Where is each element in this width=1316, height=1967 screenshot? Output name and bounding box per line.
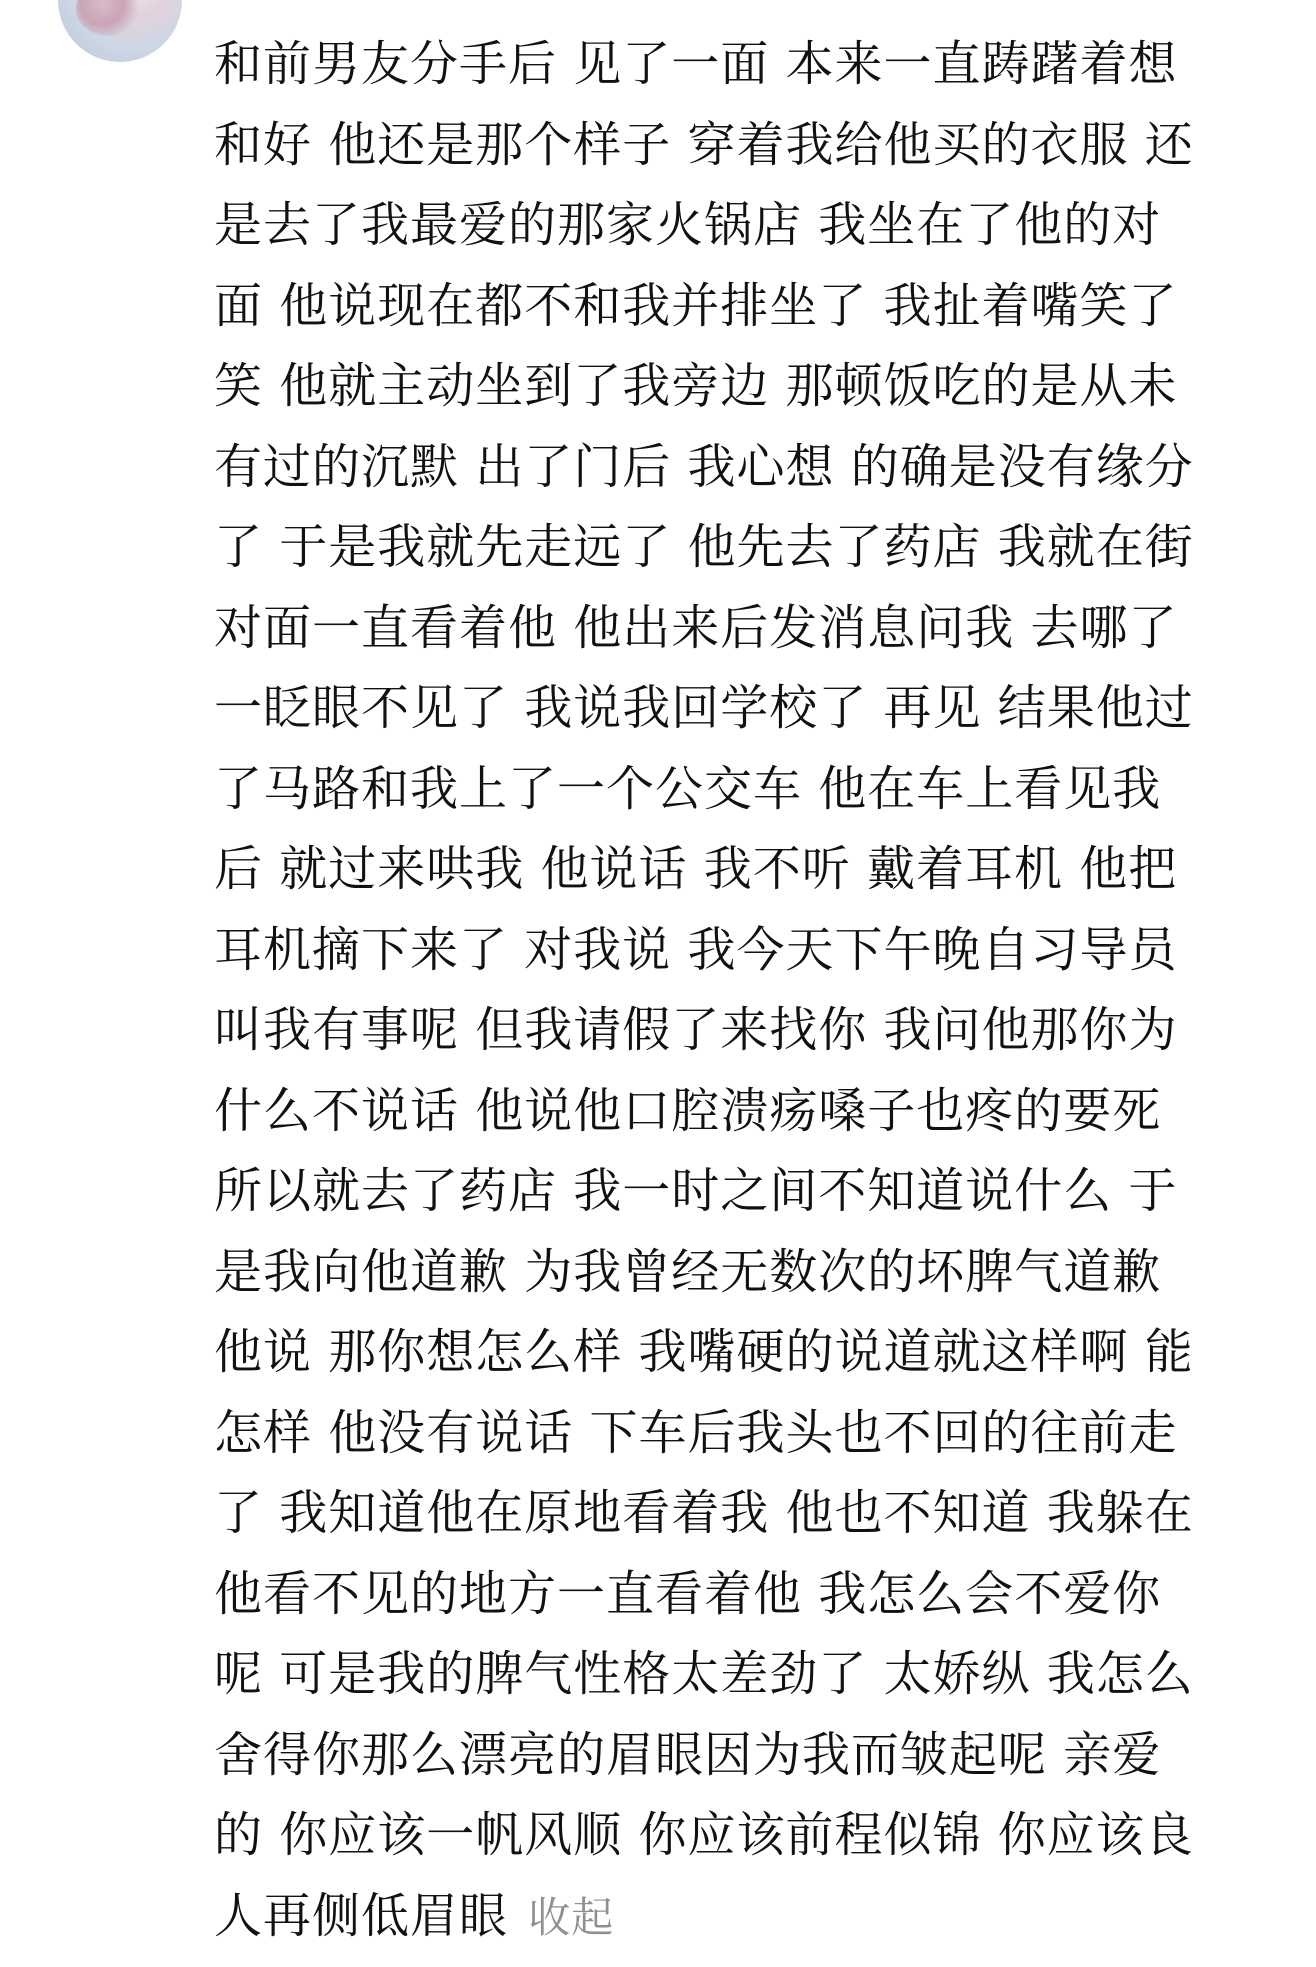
comment-line: 他说 那你想怎么样 我嘴硬的说道就这样啊 能 — [214, 1324, 1194, 1380]
comment-line: 舍得你那么漂亮的眉眼因为我而皱起呢 亲爱 — [214, 1726, 1162, 1783]
comment-line: 他看不见的地方一直看着他 我怎么会不爱你 — [214, 1565, 1162, 1622]
comment-last-line — [214, 1876, 1244, 1957]
avatar[interactable] — [58, 0, 182, 62]
comment-line: 叫我有事呢 但我请假了来找你 我问他那你为 — [214, 1002, 1178, 1058]
comment-line: 呢 可是我的脾气性格太差劲了 太娇纵 我怎么 — [214, 1646, 1194, 1702]
comment-line: 对面一直看着他 他出来后发消息问我 去哪了 — [214, 599, 1178, 656]
comment-line: 了马路和我上了一个公交车 他在车上看见我 — [214, 760, 1162, 817]
comment-line: 什么不说话 他说他口腔溃疡嗓子也疼的要死 — [214, 1082, 1162, 1139]
comment-line: 和前男友分手后 见了一面 本来一直踌躇着想 — [214, 36, 1178, 92]
comment-line: 是我向他道歉 为我曾经无数次的坏脾气道歉 — [214, 1243, 1162, 1300]
comment-line: 了 于是我就先走远了 他先去了药店 我就在街 — [214, 519, 1194, 575]
comment-line: 怎样 他没有说话 下车后我头也不回的往前走 — [214, 1404, 1178, 1461]
comment-line-text: 人再侧低眉眼 — [214, 1887, 509, 1944]
comment-line: 耳机摘下来了 对我说 我今天下午晚自习导员 — [214, 921, 1178, 978]
comment-line: 的 你应该一帆风顺 你应该前程似锦 你应该良 — [214, 1807, 1194, 1863]
comment-line: 了 我知道他在原地看着我 他也不知道 我躲在 — [214, 1485, 1194, 1541]
comment-line: 笑 他就主动坐到了我旁边 那顿饭吃的是从未 — [214, 358, 1178, 414]
comment-line: 所以就去了药店 我一时之间不知道说什么 于 — [214, 1163, 1178, 1219]
comment-line: 面 他说现在都不和我并排坐了 我扯着嘴笑了 — [214, 277, 1178, 334]
comment-line: 后 就过来哄我 他说话 我不听 戴着耳机 他把 — [214, 841, 1178, 897]
comment-line: 有过的沉默 出了门后 我心想 的确是没有缘分 — [214, 438, 1194, 495]
comment-body — [214, 24, 1244, 1956]
comment-line: 和好 他还是那个样子 穿着我给他买的衣服 还 — [214, 116, 1194, 173]
comment-line: 一眨眼不见了 我说我回学校了 再见 结果他过 — [214, 680, 1194, 736]
collapse-link[interactable]: 收起 — [528, 1892, 615, 1942]
comment-line: 是去了我最爱的那家火锅店 我坐在了他的对 — [214, 197, 1162, 253]
